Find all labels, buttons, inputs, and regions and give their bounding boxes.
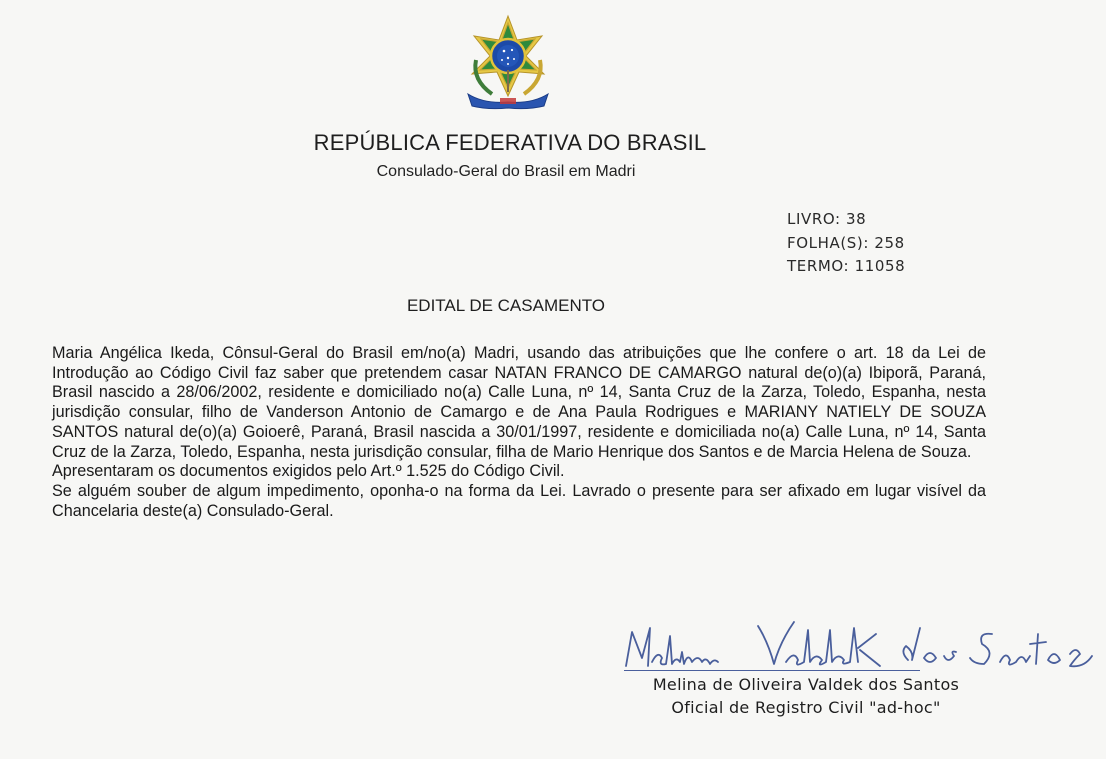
edict-paragraph: Maria Angélica Ikeda, Cônsul-Geral do Brasil em/no(a) Madri, usando das atribuições que lhe confere o art. 18 da Lei de Introdução ao Código Civil faz saber que pretendem casar NATAN FRANCO DE CAMARGO natural de(o)(a) Ibiporã, Paraná, Brasil nascido a 28/06/2002, residente e domiciliado no(a) Calle Luna, nº 14, Santa Cruz de la Zarza, Toledo, Espanha, nesta jurisdição consular, filho de Vanderson Antonio de Camargo e de Ana Paula Rodrigues e MARIANY NATIELY DE SOUZA SANTOS natural de(o)(a) Goioerê, Paraná, Brasil nascida a 30/01/1997, residente e domiciliada no(a) Calle Luna, nº 14, Santa Cruz de la Zarza, Toledo, Espanha, nesta jurisdição consular, filha de Mario Henrique dos Santos e de Marcia Helena de Souza. [52,344,986,461]
document-title: EDITAL DE CASAMENTO [406,296,606,315]
edict-paragraph: Apresentaram os documentos exigidos pelo Art.º 1.525 do Código Civil. [52,462,565,481]
folhas-number: FOLHA(S): 258 [787,233,905,252]
brazil-coat-of-arms-icon [462,14,554,110]
registry-info [787,208,905,279]
edict-paragraph: Se alguém souber de algum impedimento, oponha-o na forma da Lei. Lavrado o presente para ser afixado em lugar visível da Chancelaria deste(a) Consulado-Geral. [52,481,986,520]
edict-body [52,344,986,521]
termo-number: TERMO: 11058 [787,257,906,275]
livro-number: LIVRO: 38 [787,210,867,228]
signature-line [624,670,920,671]
country-title: REPÚBLICA FEDERATIVA DO BRASIL [313,130,707,155]
signer-role: Oficial de Registro Civil "ad-hoc" [671,698,941,717]
handwritten-signature [618,612,1098,674]
signer-name: Melina de Oliveira Valdek dos Santos [652,675,960,694]
consulate-subtitle: Consulado-Geral do Brasil em Madri [376,163,636,180]
